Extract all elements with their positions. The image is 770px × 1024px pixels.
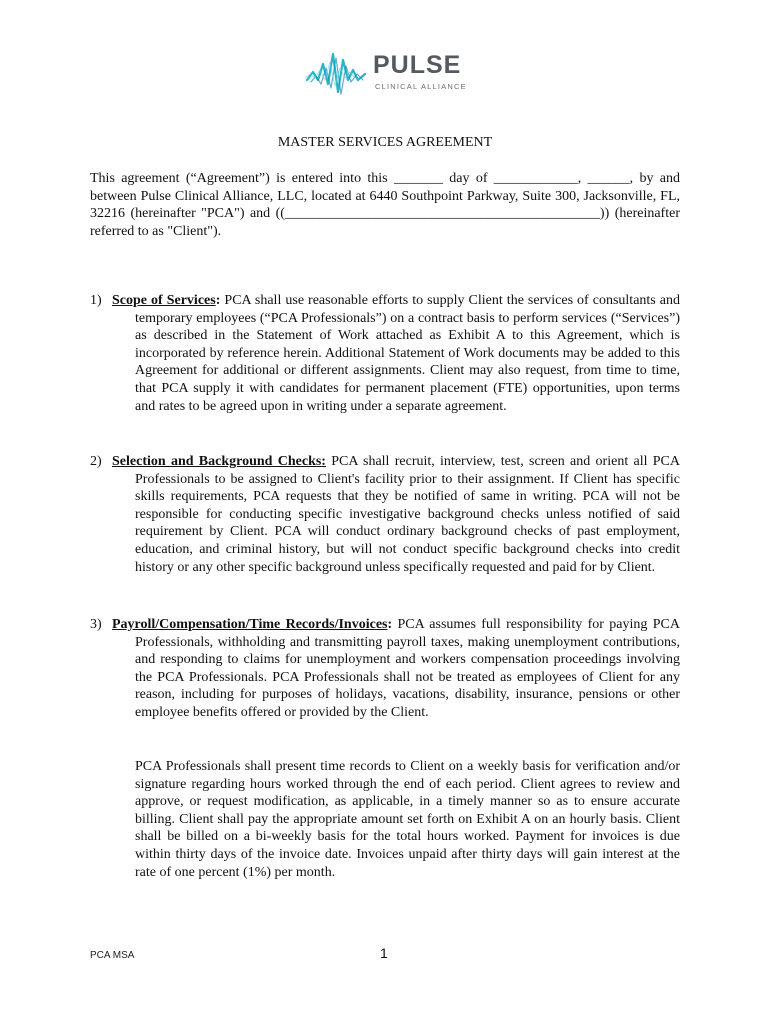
section-heading: Scope of Services [112,293,216,308]
section-text: PCA shall use reasonable efforts to supply Client the services of consultants and temporary employees (“PCA Professionals”) on a contract basis to perform services (“Services”) as described in the Statement of Work attached as Exhibit A to this Agreement, which is incorporated by reference herein. Additional Statement of Work documents may be added to this Agreement for additional or different assignments. Client may also request, from time to time, that PCA supply it with candidates for permanent placement (FTE) opportunities, upon terms and rates to be agreed upon in writing under a separate agreement. [135,293,680,414]
section-heading: Selection and Background Checks: [112,454,326,469]
section-text: PCA shall recruit, interview, test, screen and orient all PCA Professionals to be assigned to Client's facility prior to their assignment. If Client has specific skills requirements, PCA requests that they be notified of same in writing. PCA will not be responsible for conducting specific investigative background checks unless notified of said requirement by Client. PCA will conduct ordinary background checks of past employment, education, and criminal history, but will not conduct specific background checks into credit history or any other specific background unless specifically requested and paid for by Client. [135,454,681,575]
section3-paragraph-2: PCA Professionals shall present time records to Client on a weekly basis for verification and/or signature regarding hours worked through the end of each period. Client agrees to review and approve, or request modification, as applicable, in a timely manner so as to ensure accurate billing. Client shall pay the appropriate amount set forth on Exhibit A on an hourly basis. Client shall be billed on a bi-weekly basis for the total hours worked. Payment for invoices is due within thirty days of the invoice date. Invoices unpaid after thirty days will gain interest at the rate of one percent (1%) per month. [135,759,680,880]
section-separator: : [215,293,221,308]
section-separator: : [387,617,393,632]
section-text: PCA assumes full responsibility for paying PCA Professionals, withholding and transmitting payroll taxes, making unemployment contributions, and responding to claims for unemployment and workers compensation proceedings involving the PCA Professionals. PCA Professionals shall not be treated as employees of Client for any reason, including for purposes of holidays, vacations, disability, insurance, pensions or other employee benefits offered or provided by the Client. [135,617,680,720]
section-heading: Payroll/Compensation/Time Records/Invoices [112,617,388,632]
section-scope-of-services [90,292,680,415]
section-payroll-compensation [90,616,680,722]
section-number: 3) [90,617,102,632]
pulse-wave-icon [305,50,371,100]
intro-text: This agreement (“Agreement”) is entered into this _______ day of ____________, ______, by and between Pulse Clinical Alliance, LLC, located at 6440 Southpoint Parkway, Suite 300, Jacksonville, FL, 32216 (hereinafter "PCA") and ((_____________________________________________)) (hereinafter referred to as "Client"). [90,171,680,239]
intro-paragraph [90,170,680,240]
logo-wordmark: PULSE [373,51,462,79]
pulse-logo [305,50,470,100]
page-number: 1 [380,945,388,961]
section-number: 2) [90,454,102,469]
document-title: MASTER SERVICES AGREEMENT [277,135,493,150]
logo-tagline: CLINICAL ALLIANCE [375,82,467,91]
section-body [112,453,681,576]
section-number: 1) [90,293,102,308]
footer-label: PCA MSA [90,950,135,961]
section-selection-background-checks [90,453,680,576]
section-body [112,616,680,722]
section-body [112,292,680,415]
